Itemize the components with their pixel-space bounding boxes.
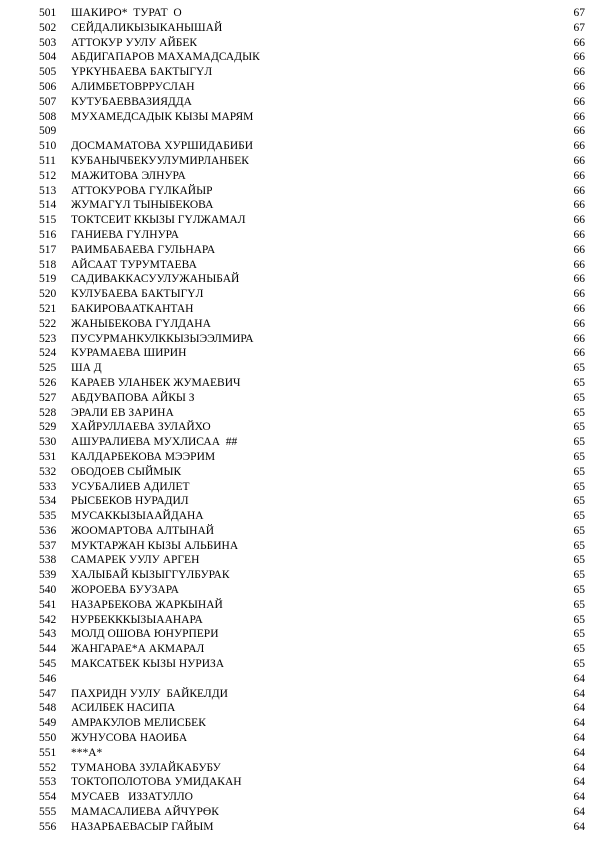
row-number: 510: [39, 140, 57, 153]
row-number: 538: [39, 554, 57, 567]
row-number: 528: [39, 406, 57, 419]
list-row: [0, 243, 599, 258]
row-score: 65: [573, 376, 585, 389]
list-row: [0, 805, 599, 820]
list-row: [0, 346, 599, 361]
row-name: ХАЛЫБАЙ КЫЗЫГГҮЛБУРАК: [71, 569, 230, 582]
row-name: КУЛУБАЕВА БАКТЫГҮЛ: [71, 288, 204, 301]
list-row: [0, 524, 599, 539]
row-number: 543: [39, 628, 57, 641]
row-name: АЙСААТ ТУРУМТАЕВА: [71, 258, 197, 271]
row-number: 554: [39, 791, 57, 804]
list-row: [0, 169, 599, 184]
row-name: МУСАЕВ ИЗЗАТУЛЛО: [71, 791, 193, 804]
list-row: [0, 775, 599, 790]
row-score: 65: [573, 569, 585, 582]
list-row: [0, 184, 599, 199]
row-number: 503: [39, 36, 57, 49]
row-score: 65: [573, 362, 585, 375]
row-number: 556: [39, 820, 57, 833]
list-row: [0, 361, 599, 376]
list-row: [0, 287, 599, 302]
row-number: 551: [39, 746, 57, 759]
row-score: 65: [573, 539, 585, 552]
list-row: [0, 302, 599, 317]
row-name: УСУБАЛИЕВ АДИЛЕТ: [71, 480, 190, 493]
row-number: 512: [39, 169, 57, 182]
row-number: 505: [39, 66, 57, 79]
list-row: [0, 687, 599, 702]
row-name: ХАЙРУЛЛАЕВА ЗУЛАЙХО: [71, 421, 211, 434]
list-row: [0, 332, 599, 347]
row-number: 529: [39, 421, 57, 434]
row-score: 65: [573, 584, 585, 597]
list-row: [0, 598, 599, 613]
list-row: [0, 568, 599, 583]
row-name: ТУМАНОВА ЗУЛАЙКАБУБУ: [71, 761, 221, 774]
list-row: [0, 627, 599, 642]
row-score: 66: [573, 184, 585, 197]
row-score: 64: [573, 761, 585, 774]
row-score: 66: [573, 243, 585, 256]
list-row: [0, 376, 599, 391]
list-row: [0, 95, 599, 110]
row-number: 516: [39, 228, 57, 241]
row-score: 65: [573, 436, 585, 449]
row-number: 522: [39, 317, 57, 330]
list-row: [0, 657, 599, 672]
list-row: [0, 228, 599, 243]
row-name: ДОСМАМАТОВА ХУРШИДАБИБИ: [71, 140, 254, 153]
row-score: 66: [573, 140, 585, 153]
row-name: КУТУБАЕВВАЗИЯДДА: [71, 95, 192, 108]
row-name: ОБОДОЕВ СЫЙМЫК: [71, 465, 182, 478]
row-score: 65: [573, 643, 585, 656]
row-number: 526: [39, 376, 57, 389]
row-name: МАЖИТОВА ЭЛНУРА: [71, 169, 186, 182]
list-row: [0, 746, 599, 761]
row-score: 66: [573, 80, 585, 93]
row-score: 65: [573, 598, 585, 611]
row-name: ТОКТОПОЛОТОВА УМИДАКАН: [71, 776, 242, 789]
list-row: [0, 761, 599, 776]
row-name: ЖУНУСОВА НАОИБА: [71, 732, 188, 745]
row-score: 65: [573, 421, 585, 434]
row-name: КАРАЕВ УЛАНБЕК ЖУМАЕВИЧ: [71, 376, 241, 389]
row-number: 552: [39, 761, 57, 774]
row-score: 65: [573, 524, 585, 537]
row-score: 64: [573, 702, 585, 715]
list-row: [0, 80, 599, 95]
row-name: ТОКТСЕИТ ККЫЗЫ ГҮЛЖАМАЛ: [71, 214, 246, 227]
list-row: [0, 583, 599, 598]
row-number: 509: [39, 125, 57, 138]
row-number: 541: [39, 598, 57, 611]
row-name: МУСАККЫЗЫААЙДАНА: [71, 510, 204, 523]
row-score: 64: [573, 806, 585, 819]
list-row: [0, 317, 599, 332]
row-number: 549: [39, 717, 57, 730]
list-row: [0, 480, 599, 495]
row-name: КУРАМАЕВА ШИРИН: [71, 347, 187, 360]
row-number: 537: [39, 539, 57, 552]
row-score: 65: [573, 495, 585, 508]
row-score: 66: [573, 228, 585, 241]
row-number: 535: [39, 510, 57, 523]
row-name: НАЗАРБАЕВАСЫР ГАЙЫМ: [71, 820, 214, 833]
list-row: [0, 50, 599, 65]
list-row: [0, 539, 599, 554]
row-score: 65: [573, 450, 585, 463]
row-name: ЖУМАГҮЛ ТЫНЫБЕКОВА: [71, 199, 214, 212]
row-name: КУБАНЫЧБЕКУУЛУМИРЛАНБЕК: [71, 154, 249, 167]
row-number: 533: [39, 480, 57, 493]
list-row: [0, 258, 599, 273]
row-number: 515: [39, 214, 57, 227]
row-score: 66: [573, 51, 585, 64]
row-number: 540: [39, 584, 57, 597]
row-name: АШУРАЛИЕВА МУХЛИСАА ##: [71, 436, 238, 449]
row-number: 531: [39, 450, 57, 463]
row-name: ЭРАЛИ ЕВ ЗАРИНА: [71, 406, 174, 419]
list-row: [0, 613, 599, 628]
row-score: 67: [573, 21, 585, 34]
list-row: [0, 124, 599, 139]
ranked-list: [0, 6, 599, 835]
list-row: [0, 110, 599, 125]
row-score: 66: [573, 302, 585, 315]
row-name: МУКТАРЖАН КЫЗЫ АЛЬБИНА: [71, 539, 239, 552]
list-row: [0, 272, 599, 287]
row-number: 544: [39, 643, 57, 656]
row-score: 66: [573, 317, 585, 330]
row-name: АТТОКУРОВА ГҮЛКАЙЫР: [71, 184, 213, 197]
row-name: ША Д: [71, 362, 102, 375]
row-score: 65: [573, 480, 585, 493]
row-name: МУХАМЕДСАДЫК КЫЗЫ МАРЯМ: [71, 110, 254, 123]
list-row: [0, 6, 599, 21]
row-number: 524: [39, 347, 57, 360]
row-name: АБДУВАПОВА АЙКЫ З: [71, 391, 195, 404]
row-score: 66: [573, 214, 585, 227]
row-name: МАКСАТБЕК КЫЗЫ НУРИЗА: [71, 658, 225, 671]
row-number: 550: [39, 732, 57, 745]
row-score: 66: [573, 169, 585, 182]
row-score: 66: [573, 66, 585, 79]
list-row: [0, 509, 599, 524]
row-name: АТТОКУР УУЛУ АЙБЕК: [71, 36, 198, 49]
list-row: [0, 672, 599, 687]
row-score: 64: [573, 776, 585, 789]
list-row: [0, 406, 599, 421]
row-name: ЖАНЫБЕКОВА ГҮЛДАНА: [71, 317, 211, 330]
list-row: [0, 36, 599, 51]
list-row: [0, 21, 599, 36]
row-score: 66: [573, 288, 585, 301]
row-number: 527: [39, 391, 57, 404]
row-score: 64: [573, 820, 585, 833]
row-number: 553: [39, 776, 57, 789]
row-score: 66: [573, 332, 585, 345]
list-row: [0, 731, 599, 746]
row-score: 65: [573, 391, 585, 404]
row-name: МОЛД ОШОВА ЮНУРПЕРИ: [71, 628, 219, 641]
row-number: 502: [39, 21, 57, 34]
row-score: 64: [573, 791, 585, 804]
row-score: 65: [573, 465, 585, 478]
row-name: МАМАСАЛИЕВА АЙЧҮРӨК: [71, 806, 219, 819]
row-score: 66: [573, 347, 585, 360]
list-row: [0, 553, 599, 568]
row-number: 555: [39, 806, 57, 819]
row-number: 536: [39, 524, 57, 537]
row-name: НАЗАРБЕКОВА ЖАРКЫНАЙ: [71, 598, 223, 611]
row-score: 65: [573, 406, 585, 419]
row-score: 64: [573, 732, 585, 745]
list-row: [0, 494, 599, 509]
row-score: 66: [573, 36, 585, 49]
row-name: КАЛДАРБЕКОВА МЭЭРИМ: [71, 450, 216, 463]
row-name: ПУСУРМАНКУЛККЫЗЫЭЭЛМИРА: [71, 332, 254, 345]
row-score: 64: [573, 687, 585, 700]
list-row: [0, 435, 599, 450]
row-score: 66: [573, 258, 585, 271]
row-number: 546: [39, 672, 57, 685]
row-number: 525: [39, 362, 57, 375]
row-name: АЛИМБЕТОВРРУСЛАН: [71, 80, 195, 93]
row-number: 506: [39, 80, 57, 93]
list-row: [0, 790, 599, 805]
list-row: [0, 465, 599, 480]
row-number: 532: [39, 465, 57, 478]
list-row: [0, 450, 599, 465]
row-name: АМРАКУЛОВ МЕЛИСБЕК: [71, 717, 206, 730]
row-number: 513: [39, 184, 57, 197]
list-row: [0, 642, 599, 657]
row-name: ПАХРИДН УУЛУ БАЙКЕЛДИ: [71, 687, 228, 700]
row-number: 530: [39, 436, 57, 449]
row-number: 521: [39, 302, 57, 315]
row-score: 64: [573, 672, 585, 685]
row-number: 507: [39, 95, 57, 108]
list-row: [0, 391, 599, 406]
row-name: ЖАНГАРАЕ*А АКМАРАЛ: [71, 643, 205, 656]
row-name: ***А*: [71, 746, 103, 759]
row-score: 65: [573, 613, 585, 626]
row-score: 66: [573, 110, 585, 123]
row-score: 66: [573, 273, 585, 286]
row-number: 534: [39, 495, 57, 508]
list-row: [0, 716, 599, 731]
row-number: 547: [39, 687, 57, 700]
row-name: АБДИГАПАРОВ МАХАМАДСАДЫК: [71, 51, 260, 64]
row-score: 67: [573, 7, 585, 19]
row-name: САДИВАККАСУУЛУЖАНЫБАЙ: [71, 273, 240, 286]
row-score: 65: [573, 628, 585, 641]
row-name: СЕЙДАЛИКЫЗЫКАНЫШАЙ: [71, 21, 223, 34]
list-row: [0, 139, 599, 154]
list-row: [0, 213, 599, 228]
row-name: САМАРЕК УУЛУ АРГЕН: [71, 554, 200, 567]
row-number: 520: [39, 288, 57, 301]
row-name: НУРБЕКККЫЗЫААНАРА: [71, 613, 203, 626]
row-score: 65: [573, 510, 585, 523]
row-name: ЖООМАРТОВА АЛТЫНАЙ: [71, 524, 215, 537]
list-row: [0, 420, 599, 435]
row-number: 519: [39, 273, 57, 286]
row-number: 501: [39, 7, 57, 19]
list-row: [0, 65, 599, 80]
row-number: 539: [39, 569, 57, 582]
row-number: 548: [39, 702, 57, 715]
row-number: 508: [39, 110, 57, 123]
row-name: РЫСБЕКОВ НУРАДИЛ: [71, 495, 189, 508]
row-name: РАИМБАБАЕВА ГУЛЬНАРА: [71, 243, 216, 256]
row-score: 66: [573, 95, 585, 108]
row-score: 66: [573, 154, 585, 167]
row-number: 511: [39, 154, 56, 167]
row-number: 518: [39, 258, 57, 271]
row-number: 523: [39, 332, 57, 345]
row-number: 542: [39, 613, 57, 626]
row-score: 66: [573, 125, 585, 138]
list-row: [0, 820, 599, 835]
row-score: 64: [573, 746, 585, 759]
row-name: ШАКИРО* ТУРАТ О: [71, 7, 182, 19]
row-number: 517: [39, 243, 57, 256]
row-name: ЖОРОЕВА БУУЗАРА: [71, 584, 179, 597]
row-score: 65: [573, 658, 585, 671]
row-number: 545: [39, 658, 57, 671]
row-score: 66: [573, 199, 585, 212]
row-name: ГАНИЕВА ГҮЛНУРА: [71, 228, 179, 241]
list-row: [0, 198, 599, 213]
list-row: [0, 154, 599, 169]
row-name: АСИЛБЕК НАСИПА: [71, 702, 176, 715]
row-name: ҮРКҮНБАЕВА БАКТЫГҮЛ: [71, 66, 213, 79]
row-score: 64: [573, 717, 585, 730]
row-name: БАКИРОВААТКАНТАН: [71, 302, 194, 315]
row-number: 514: [39, 199, 57, 212]
row-number: 504: [39, 51, 57, 64]
list-row: [0, 701, 599, 716]
row-score: 65: [573, 554, 585, 567]
